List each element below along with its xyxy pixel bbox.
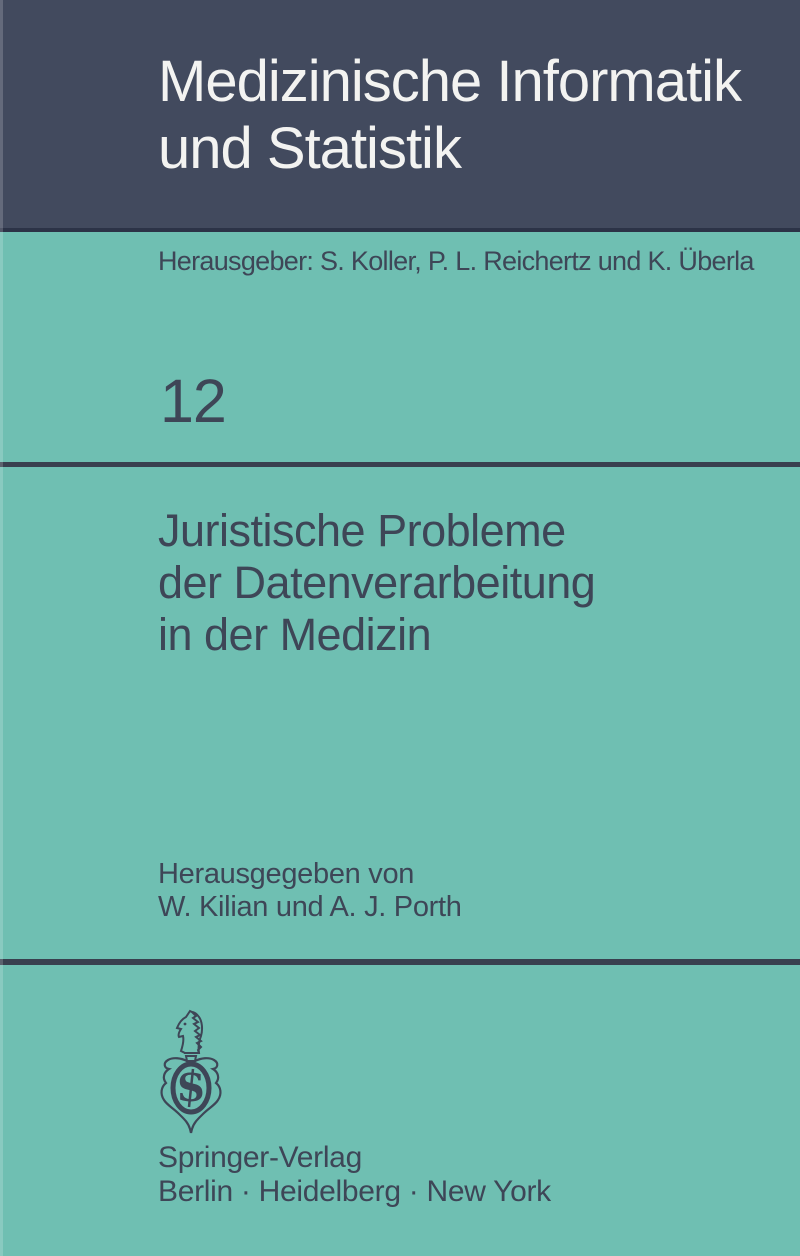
publisher-name: Springer-Verlag — [158, 1141, 362, 1174]
book-title — [158, 505, 595, 661]
volume-number: 12 — [160, 367, 226, 435]
series-title-line2: und Statistik — [158, 116, 461, 181]
divider-rule-top — [0, 462, 800, 467]
series-title — [158, 48, 741, 182]
monogram-letter: S — [177, 1065, 205, 1110]
divider-rule-bottom — [0, 959, 800, 965]
book-editors-names: W. Kilian und A. J. Porth — [158, 891, 462, 923]
springer-logo-icon — [154, 1008, 230, 1138]
book-title-line3: in der Medizin — [158, 609, 432, 660]
series-editors: Herausgeber: S. Koller, P. L. Reichertz und K. Überla — [158, 246, 754, 276]
publisher-block — [158, 1141, 551, 1209]
book-title-line2: der Datenverarbeitung — [158, 557, 596, 608]
book-editors — [158, 858, 462, 924]
publisher-cities: Berlin · Heidelberg · New York — [158, 1175, 551, 1208]
knight-icon — [177, 1011, 202, 1053]
cover-left-edge — [0, 0, 3, 1256]
series-title-line1: Medizinische Informatik — [158, 49, 741, 114]
book-title-line1: Juristische Probleme — [158, 505, 566, 556]
book-editors-label: Herausgegeben von — [158, 858, 415, 890]
